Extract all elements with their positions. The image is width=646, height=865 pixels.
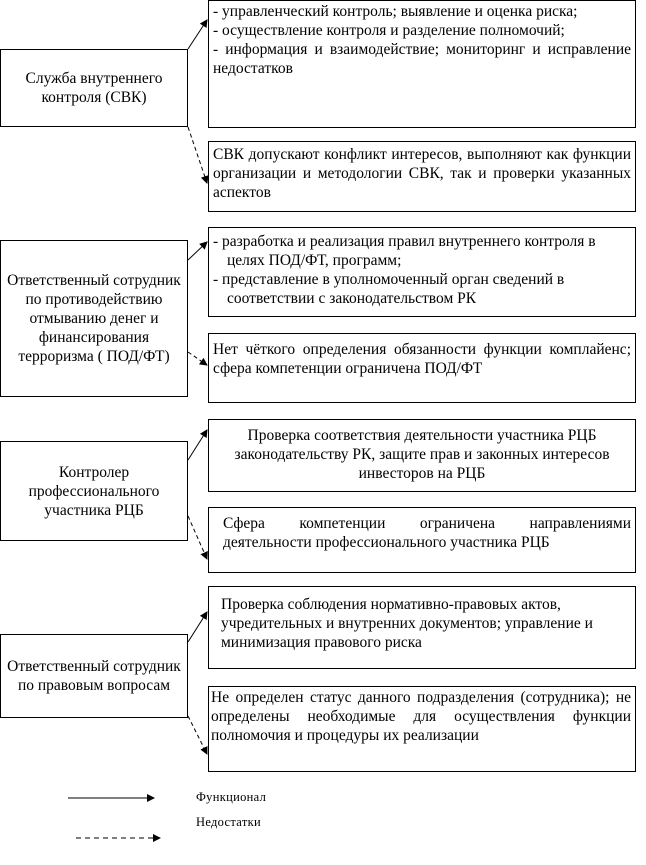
functions-box-aml-officer [208,227,636,317]
functional-arrow-3 [188,430,207,460]
shortcomings-box-legal-officer [208,686,636,772]
unit-label: Служба внутреннего контроля (СВК) [25,70,163,106]
unit-label: Контролер профессионального участника РЦБ [28,463,160,519]
functional-arrow-2 [188,242,207,260]
unit-box-securities-controller [0,441,188,541]
function-item: - управленческий контроль; выявление и оценка риска; [213,3,578,20]
unit-label: Ответственный сотрудник по правовым вопросам [7,658,181,694]
shortcomings-box-internal-control [208,141,636,212]
shortcomings-box-securities-controller [208,507,636,573]
functions-box-securities-controller [208,419,636,492]
functions-box-legal-officer [208,586,636,669]
unit-box-aml-officer [0,240,188,397]
function-item: Проверка соблюдения нормативно-правовых актов, учредительных и внутренних документов; управление и минимизация правового риска [221,596,593,651]
function-item: - разработка и реализация правил внутреннего контроля в целях ПОД/ФТ, программ; [213,233,596,269]
legend-shortcomings-label: Недостатки [196,815,261,829]
shortcoming-text: СВК допускают конфликт интересов, выполняют как функции организации и методологии СВК, так и проверки указанных аспектов [213,146,631,201]
unit-label: Ответственный сотрудник по противодействию отмыванию денег и финансирования терроризма ( ПОД/ФТ) [7,272,181,365]
functional-arrow-4 [188,612,207,642]
shortcoming-arrow-3 [188,516,207,559]
function-item: - осуществление контроля и разделение полномочий; [213,22,565,39]
function-item: - информация и взаимодействие; мониторинг и исправление недостатков [213,41,631,77]
shortcoming-arrow-2 [188,352,207,365]
shortcoming-text: Нет чёткого определения обязанности функции комплайенс; сфера компетенции ограничена ПОД/ФТ [213,341,631,377]
shortcoming-arrow-1 [188,127,207,183]
functions-box-internal-control [208,0,636,128]
shortcomings-box-aml-officer [208,333,636,403]
shortcoming-arrow-4 [188,716,207,754]
legend-functional-label: Функционал [196,790,267,804]
unit-box-legal-officer [0,634,188,718]
function-item: - представление в уполномоченный орган сведений в соответствии с законодательством РК [213,271,565,307]
shortcoming-text: Не определен статус данного подразделения (сотрудника); не определены необходимые для осуществления функции полномочия и процедуры их реализации [211,689,631,744]
functional-arrow-1 [188,20,207,49]
shortcoming-text: Сфера компетенции ограничена направлениями деятельности профессионального участника РЦБ [223,515,631,551]
unit-box-internal-control [0,49,188,127]
function-item: Проверка соответствия деятельности участника РЦБ законодательству РК, защите прав и законных интересов инвесторов на РЦБ [234,427,610,482]
